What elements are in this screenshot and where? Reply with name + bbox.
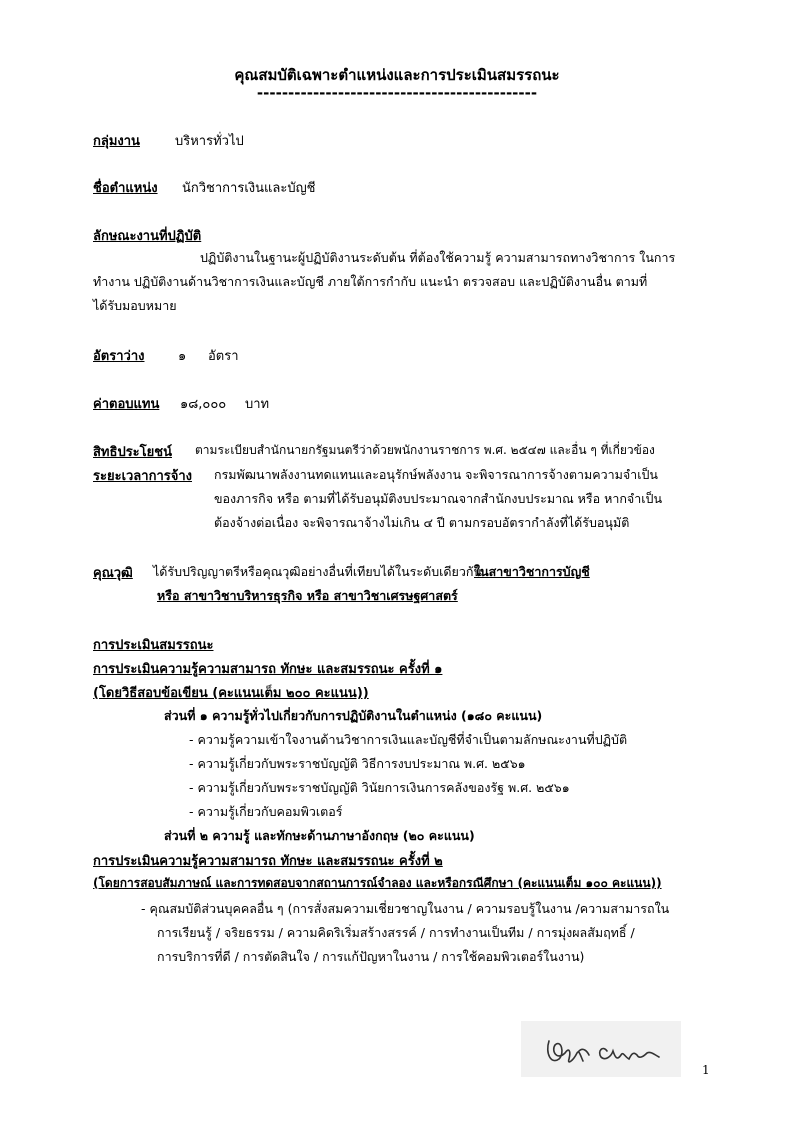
employment-period-line: กรมพัฒนาพลังงานทดแทนและอนุรักษ์พลังงาน จะพิจารณาการจ้างตามความจำเป็น <box>214 467 658 482</box>
vacancy-unit: อัตรา <box>208 349 239 364</box>
employment-period-label: ระยะเวลาการจ้าง <box>93 469 192 484</box>
round2-method: (โดยการสอบสัมภาษณ์ และการทดสอบจากสถานการณ์จำลอง และหรือกรณีศึกษา (คะแนนเต็ม ๑๐๐ คะแนน)) <box>93 876 662 890</box>
salary-amount: ๑๘,๐๐๐ <box>180 397 227 412</box>
benefits-value: ตามระเบียบสำนักนายกรัฐมนตรีว่าด้วยพนักงานราชการ พ.ศ. ๒๕๔๗ และอื่น ๆ ที่เกี่ยวข้อง <box>195 443 655 457</box>
signature-image <box>521 1021 681 1077</box>
salary-label: ค่าตอบแทน <box>93 397 160 412</box>
qualification-field-accounting: ในสาขาวิชาการบัญชี <box>474 564 590 579</box>
part1-title: ส่วนที่ ๑ ความรู้ทั่วไปเกี่ยวกับการปฏิบัติงานในตำแหน่ง (๑๘๐ คะแนน) <box>164 708 543 723</box>
job-nature-line: ทำงาน ปฏิบัติงานด้านวิชาการเงินและบัญชี ภายใต้การกำกับ แนะนำ ตรวจสอบ และปฏิบัติงานอื่น ตามที่ <box>93 274 648 289</box>
title-rule: --------------------------------------------- <box>256 84 538 102</box>
part1-item: - ความรู้เกี่ยวกับพระราชบัญญัติ วินัยการเงินการคลังของรัฐ พ.ศ. ๒๕๖๑ <box>189 780 570 795</box>
round2-title: การประเมินความรู้ความสามารถ ทักษะ และสมรรถนะ ครั้งที่ ๒ <box>93 854 443 869</box>
part1-item: - ความรู้ความเข้าใจงานด้านวิชาการเงินและบัญชีที่จำเป็นตามลักษณะงานที่ปฏิบัติ <box>189 732 628 747</box>
round1-method: (โดยวิธีสอบข้อเขียน (คะแนนเต็ม ๒๐๐ คะแนน)) <box>93 686 369 701</box>
salary-unit: บาท <box>245 397 270 412</box>
position-value: นักวิชาการเงินและบัญชี <box>182 181 316 196</box>
position-label: ชื่อตำแหน่ง <box>93 181 158 196</box>
signature-icon <box>521 1021 681 1077</box>
round2-item: การเรียนรู้ / จริยธรรม / ความคิดริเริ่มสร้างสรรค์ / การทำงานเป็นทีม / การมุ่งผลสัมฤทธิ์ / <box>157 925 635 940</box>
round1-title: การประเมินความรู้ความสามารถ ทักษะ และสมรรถนะ ครั้งที่ ๑ <box>93 662 443 677</box>
part1-item: - ความรู้เกี่ยวกับพระราชบัญญัติ วิธีการงบประมาณ พ.ศ. ๒๕๖๑ <box>189 756 526 771</box>
qualification-label: คุณวุฒิ <box>93 566 133 581</box>
employment-period-line: ต้องจ้างต่อเนื่อง จะพิจารณาจ้างไม่เกิน ๔ ปี ตามกรอบอัตรากำลังที่ได้รับอนุมัติ <box>214 515 630 530</box>
employment-period-line: ของภารกิจ หรือ ตามที่ได้รับอนุมัติงบประมาณจากสำนักงบประมาณ หรือ หากจำเป็น <box>214 491 663 506</box>
part1-item: - ความรู้เกี่ยวกับคอมพิวเตอร์ <box>189 804 343 819</box>
part2-title: ส่วนที่ ๒ ความรู้ และทักษะด้านภาษาอังกฤษ (๒๐ คะแนน) <box>164 828 475 843</box>
round2-item: การบริการที่ดี / การตัดสินใจ / การแก้ปัญหาในงาน / การใช้คอมพิวเตอร์ในงาน) <box>157 949 585 964</box>
assessment-heading: การประเมินสมรรถนะ <box>93 638 214 653</box>
page-number: 1 <box>702 1063 710 1077</box>
page-title: คุณสมบัติเฉพาะตำแหน่งและการประเมินสมรรถนะ <box>234 66 560 84</box>
group-value: บริหารทั่วไป <box>175 134 244 149</box>
benefits-label: สิทธิประโยชน์ <box>93 445 172 460</box>
qualification-text: ได้รับปริญญาตรีหรือคุณวุฒิอย่างอื่นที่เทียบได้ในระดับเดียวกัน <box>153 564 482 579</box>
job-nature-label: ลักษณะงานที่ปฏิบัติ <box>93 229 202 244</box>
vacancy-count: ๑ <box>178 349 187 364</box>
job-nature-line: ได้รับมอบหมาย <box>93 298 177 313</box>
job-nature-line: ปฏิบัติงานในฐานะผู้ปฏิบัติงานระดับต้น ที่ต้องใช้ความรู้ ความสามารถทางวิชาการ ในการ <box>200 250 676 265</box>
round2-item: - คุณสมบัติส่วนบุคคลอื่น ๆ (การสั่งสมความเชี่ยวชาญในงาน / ความรอบรู้ในงาน /ความสามารถใน <box>141 901 670 916</box>
group-label: กลุ่มงาน <box>93 134 140 149</box>
vacancy-label: อัตราว่าง <box>93 349 145 364</box>
qualification-fields-line: หรือ สาขาวิชาบริหารธุรกิจ หรือ สาขาวิชาเศรษฐศาสตร์ <box>157 588 458 603</box>
